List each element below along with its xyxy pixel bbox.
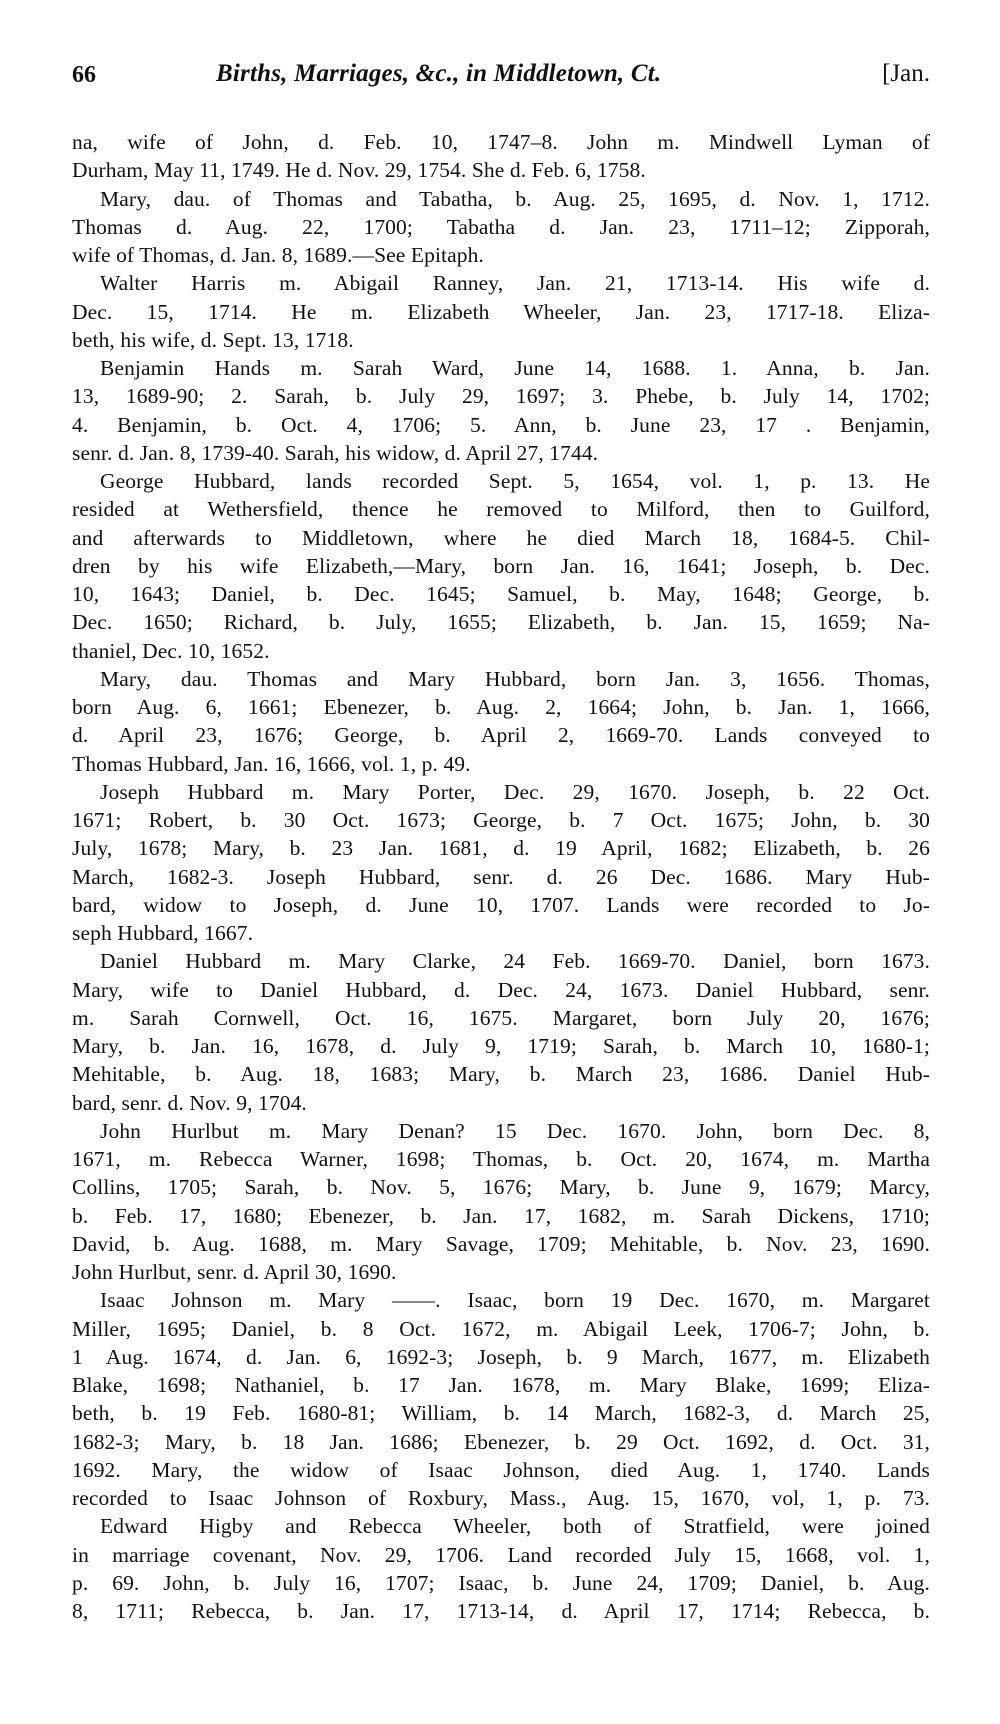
text-line: Collins, 1705; Sarah, b. Nov. 5, 1676; Mary, b. June 9, 1679; Marcy, bbox=[72, 1175, 930, 1200]
text-line: Miller, 1695; Daniel, b. 8 Oct. 1672, m. Abigail Leek, 1706-7; John, b. bbox=[72, 1316, 930, 1341]
text-line: Blake, 1698; Nathaniel, b. 17 Jan. 1678, m. Mary Blake, 1699; Eliza- bbox=[72, 1373, 930, 1397]
paragraph-first-line: Edward Higby and Rebecca Wheeler, both of Stratfield, were joined bbox=[100, 1514, 930, 1539]
text-line: dren by his wife Elizabeth,—Mary, born Jan. 16, 1641; Joseph, b. Dec. bbox=[72, 553, 930, 578]
text-line: Dec. 15, 1714. He m. Elizabeth Wheeler, Jan. 23, 1717-18. Eliza- bbox=[72, 299, 930, 324]
text-line: Dec. 1650; Richard, b. July, 1655; Elizabeth, b. Jan. 15, 1659; Na- bbox=[72, 610, 930, 635]
text-line: beth, b. 19 Feb. 1680-81; William, b. 14 March, 1682-3, d. March 25, bbox=[72, 1401, 930, 1426]
text-line: David, b. Aug. 1688, m. Mary Savage, 1709; Mehitable, b. Nov. 23, 1690. bbox=[72, 1231, 930, 1256]
text-line: 1671; Robert, b. 30 Oct. 1673; George, b. 7 Oct. 1675; John, b. 30 bbox=[72, 808, 930, 832]
text-line: senr. d. Jan. 8, 1739-40. Sarah, his widow, d. April 27, 1744. bbox=[72, 440, 599, 465]
paragraph-first-line: Mary, dau. Thomas and Mary Hubbard, born Jan. 3, 1656. Thomas, bbox=[100, 666, 930, 691]
text-line: Durham, May 11, 1749. He d. Nov. 29, 1754. She d. Feb. 6, 1758. bbox=[72, 158, 646, 183]
text-line: born Aug. 6, 1661; Ebenezer, b. Aug. 2, 1664; John, b. Jan. 1, 1666, bbox=[72, 695, 930, 719]
text-line: 1 Aug. 1674, d. Jan. 6, 1692-3; Joseph, b. 9 March, 1677, m. Elizabeth bbox=[72, 1344, 930, 1369]
paragraph-first-line: Daniel Hubbard m. Mary Clarke, 24 Feb. 1669-70. Daniel, born 1673. bbox=[100, 949, 930, 974]
text-line: recorded to Isaac Johnson of Roxbury, Mass., Aug. 15, 1670, vol, 1, p. 73. bbox=[72, 1486, 930, 1510]
text-line: beth, his wife, d. Sept. 13, 1718. bbox=[72, 327, 354, 352]
text-line: March, 1682-3. Joseph Hubbard, senr. d. 26 Dec. 1686. Mary Hub- bbox=[72, 864, 930, 889]
paragraph-first-line: Walter Harris m. Abigail Ranney, Jan. 21, 1713-14. His wife d. bbox=[100, 271, 930, 296]
paragraph-first-line: Isaac Johnson m. Mary ——. Isaac, born 19 Dec. 1670, m. Margaret bbox=[100, 1288, 930, 1313]
text-line: d. April 23, 1676; George, b. April 2, 1669-70. Lands conveyed to bbox=[72, 723, 930, 748]
paragraph-first-line: John Hurlbut m. Mary Denan? 15 Dec. 1670. John, born Dec. 8, bbox=[100, 1118, 930, 1143]
text-line: Mary, b. Jan. 16, 1678, d. July 9, 1719; Sarah, b. March 10, 1680-1; bbox=[72, 1034, 930, 1058]
running-head bbox=[72, 58, 930, 98]
running-title: Births, Marriages, &c., in Middletown, Ct. bbox=[216, 60, 662, 87]
text-line: Mehitable, b. Aug. 18, 1683; Mary, b. March 23, 1686. Daniel Hub- bbox=[72, 1062, 930, 1087]
page-number: 66 bbox=[72, 62, 96, 88]
text-line: 4. Benjamin, b. Oct. 4, 1706; 5. Ann, b. June 23, 17 . Benjamin, bbox=[72, 412, 930, 437]
text-line: bard, widow to Joseph, d. June 10, 1707. Lands were recorded to Jo- bbox=[72, 892, 930, 917]
text-line: Thomas d. Aug. 22, 1700; Tabatha d. Jan. 23, 1711–12; Zipporah, bbox=[72, 214, 930, 239]
text-line: 13, 1689-90; 2. Sarah, b. July 29, 1697; 3. Phebe, b. July 14, 1702; bbox=[72, 384, 930, 409]
text-line: in marriage covenant, Nov. 29, 1706. Land recorded July 15, 1668, vol. 1, bbox=[72, 1542, 930, 1567]
text-line: p. 69. John, b. July 16, 1707; Isaac, b. June 24, 1709; Daniel, b. Aug. bbox=[72, 1570, 930, 1595]
paragraph-first-line: Benjamin Hands m. Sarah Ward, June 14, 1688. 1. Anna, b. Jan. bbox=[100, 356, 930, 380]
text-line: 8, 1711; Rebecca, b. Jan. 17, 1713-14, d. April 17, 1714; Rebecca, b. bbox=[72, 1599, 930, 1623]
text-line: July, 1678; Mary, b. 23 Jan. 1681, d. 19 April, 1682; Elizabeth, b. 26 bbox=[72, 836, 930, 861]
paragraph-first-line: Mary, dau. of Thomas and Tabatha, b. Aug. 25, 1695, d. Nov. 1, 1712. bbox=[100, 186, 930, 211]
paragraph-first-line: George Hubbard, lands recorded Sept. 5, 1654, vol. 1, p. 13. He bbox=[100, 469, 930, 493]
text-line: 1692. Mary, the widow of Isaac Johnson, died Aug. 1, 1740. Lands bbox=[72, 1457, 930, 1482]
text-line: 10, 1643; Daniel, b. Dec. 1645; Samuel, b. May, 1648; George, b. bbox=[72, 582, 930, 606]
paragraph-first-line: Joseph Hubbard m. Mary Porter, Dec. 29, 1670. Joseph, b. 22 Oct. bbox=[100, 779, 930, 804]
body-text bbox=[72, 128, 930, 1625]
text-line: bard, senr. d. Nov. 9, 1704. bbox=[72, 1090, 307, 1115]
text-line: thaniel, Dec. 10, 1652. bbox=[72, 638, 270, 663]
running-month: [Jan. bbox=[882, 60, 930, 87]
text-line: John Hurlbut, senr. d. April 30, 1690. bbox=[72, 1260, 397, 1284]
text-line: na, wife of John, d. Feb. 10, 1747–8. John m. Mindwell Lyman of bbox=[72, 130, 930, 154]
text-line: 1682-3; Mary, b. 18 Jan. 1686; Ebenezer, b. 29 Oct. 1692, d. Oct. 31, bbox=[72, 1429, 930, 1454]
text-line: seph Hubbard, 1667. bbox=[72, 921, 254, 945]
text-line: b. Feb. 17, 1680; Ebenezer, b. Jan. 17, 1682, m. Sarah Dickens, 1710; bbox=[72, 1203, 930, 1228]
text-line: Thomas Hubbard, Jan. 16, 1666, vol. 1, p. 49. bbox=[72, 751, 471, 776]
text-line: wife of Thomas, d. Jan. 8, 1689.—See Epitaph. bbox=[72, 243, 484, 267]
text-line: m. Sarah Cornwell, Oct. 16, 1675. Margaret, born July 20, 1676; bbox=[72, 1005, 930, 1030]
text-line: and afterwards to Middletown, where he died March 18, 1684-5. Chil- bbox=[72, 525, 930, 550]
text-line: resided at Wethersfield, thence he removed to Milford, then to Guilford, bbox=[72, 497, 930, 522]
text-line: 1671, m. Rebecca Warner, 1698; Thomas, b. Oct. 20, 1674, m. Martha bbox=[72, 1147, 930, 1171]
text-line: Mary, wife to Daniel Hubbard, d. Dec. 24, 1673. Daniel Hubbard, senr. bbox=[72, 977, 930, 1002]
